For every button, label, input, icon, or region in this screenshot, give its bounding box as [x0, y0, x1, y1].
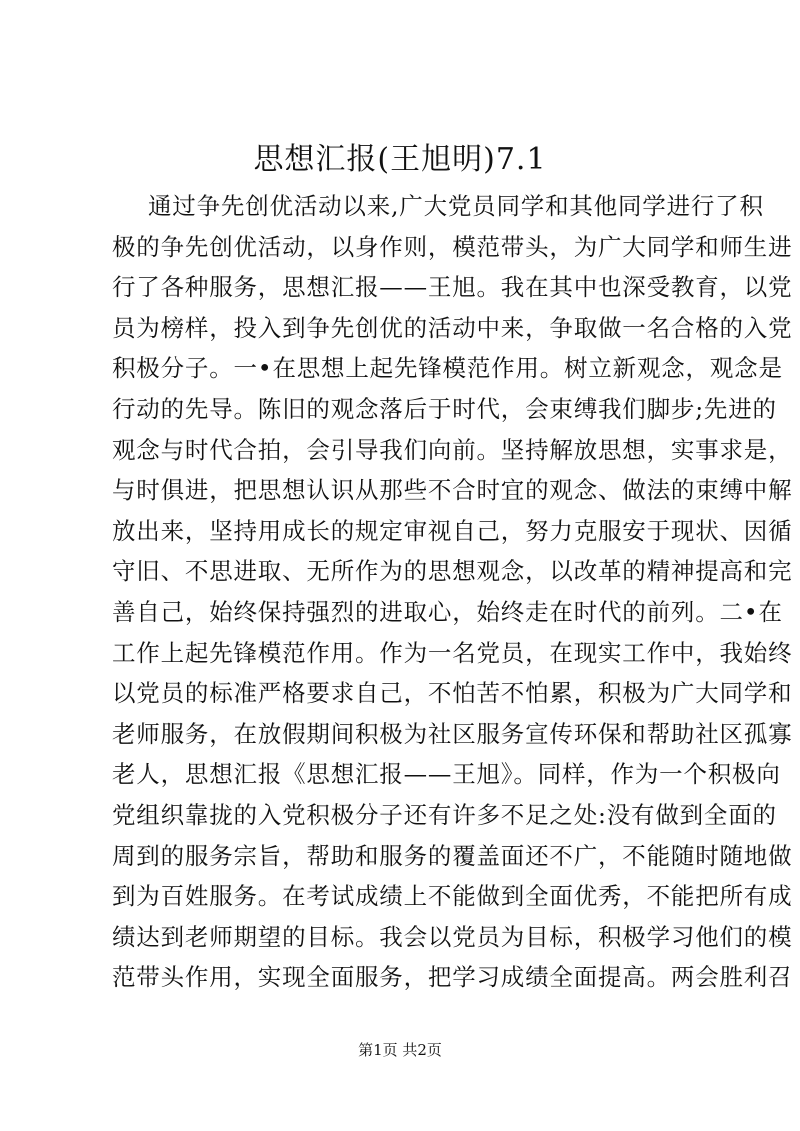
text-line: 范带头作用，实现全面服务，把学习成绩全面提高。两会胜利召 [112, 963, 793, 992]
text-line: 员为榜样，投入到争先创优的活动中来，争取做一名合格的入党 [112, 313, 793, 342]
text-line: 绩达到老师期望的目标。我会以党员为目标，积极学习他们的模 [112, 922, 793, 951]
text-line: 极的争先创优活动，以身作则，模范带头，为广大同学和师生进 [112, 232, 793, 261]
page-footer: 第1页 共2页 [358, 1041, 442, 1059]
text-line: 老人，思想汇报《思想汇报——王旭》。同样，作为一个积极向 [112, 760, 781, 789]
text-line: 积极分子。一•在思想上起先锋模范作用。树立新观念，观念是 [112, 354, 783, 383]
text-line: 与时俱进，把思想认识从那些不合时宜的观念、做法的束缚中解 [112, 476, 793, 505]
page-title: 思想汇报(王旭明)7.1 [253, 142, 547, 177]
text-line: 守旧、不思进取、无所作为的思想观念，以改革的精神提高和完 [112, 557, 793, 586]
text-line: 党组织靠拢的入党积极分子还有许多不足之处:没有做到全面的 [112, 800, 777, 829]
text-line: 观念与时代合拍，会引导我们向前。坚持解放思想，实事求是， [112, 435, 793, 464]
text-line: 行动的先导。陈旧的观念落后于时代，会束缚我们脚步;先进的 [112, 394, 777, 423]
text-line: 工作上起先锋模范作用。作为一名党员，在现实工作中，我始终 [112, 638, 793, 667]
text-line: 善自己，始终保持强烈的进取心，始终走在时代的前列。二•在 [112, 597, 783, 626]
text-line: 通过争先创优活动以来,广大党员同学和其他同学进行了积 [148, 192, 764, 220]
text-line: 行了各种服务，思想汇报——王旭。我在其中也深受教育，以党 [112, 273, 793, 302]
text-line: 放出来，坚持用成长的规定审视自己，努力克服安于现状、因循 [112, 516, 793, 545]
text-line: 老师服务，在放假期间积极为社区服务宣传环保和帮助社区孤寡 [112, 719, 793, 748]
text-line: 到为百姓服务。在考试成绩上不能做到全面优秀，不能把所有成 [112, 882, 793, 911]
body-text [112, 186, 793, 998]
text-line: 周到的服务宗旨，帮助和服务的覆盖面还不广，不能随时随地做 [112, 841, 793, 870]
text-line: 以党员的标准严格要求自己，不怕苦不怕累，积极为广大同学和 [112, 679, 793, 708]
